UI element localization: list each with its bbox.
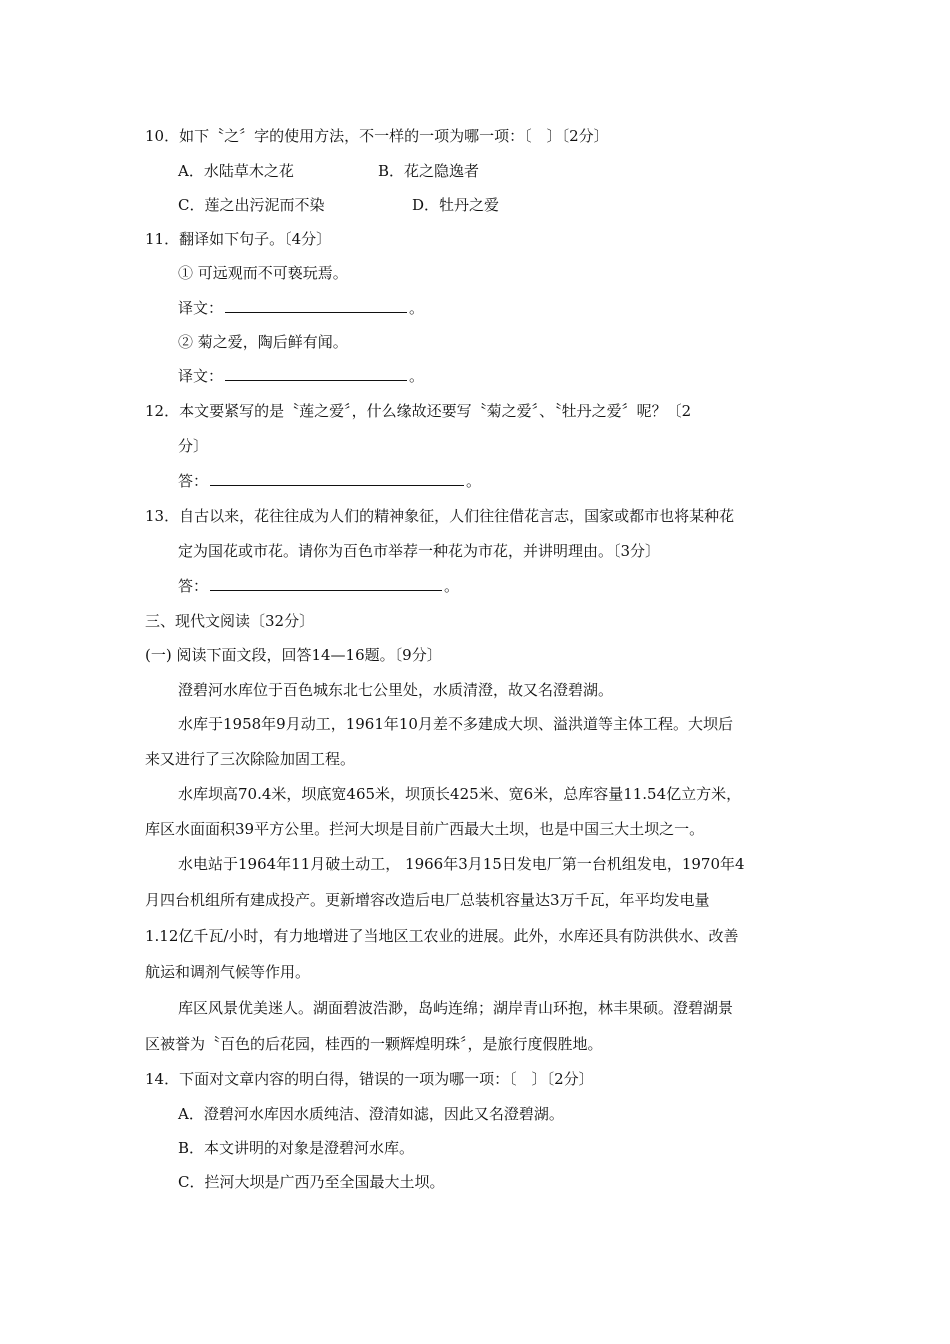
passage-line: 库区风景优美迷人。湖面碧波浩渺，岛屿连绵；湖岸青山环抱，林丰果硕。澄碧湖景 [178, 999, 734, 1017]
answer-blank[interactable] [210, 576, 442, 591]
q10-option-b: B．花之隐逸者 [378, 162, 480, 180]
q13-stem-line-1: 13．自古以来，花往往成为人们的精神象征，人们往往借花言志，国家或都市也将某种花 [145, 507, 735, 525]
period: 。 [466, 472, 482, 490]
q12-answer [178, 471, 481, 491]
q11-stem: 11．翻译如下句子。〔4分〕 [145, 230, 332, 248]
passage-line: 澄碧河水库位于百色城东北七公里处，水质清澄，故又名澄碧湖。 [178, 681, 614, 699]
period: 。 [409, 367, 425, 385]
q10-option-a: A．水陆草木之花 [178, 162, 294, 180]
part-instruction: (一) 阅读下面文段，回答14—16题。〔9分〕 [145, 646, 442, 664]
q13-stem-line-2: 定为国花或市花。请你为百色市举荐一种花为市花，并讲明理由。〔3分〕 [178, 542, 661, 560]
q13-answer [178, 576, 459, 596]
passage-line: 水库于1958年9月动工，1961年10月差不多建成大坝、溢洪道等主体工程。大坝后 [178, 715, 733, 733]
q14-option-a: A．澄碧河水库因水质纯洁、澄清如滤，因此又名澄碧湖。 [178, 1105, 564, 1123]
q10-option-d: D．牡丹之爱 [412, 196, 500, 214]
passage-line: 水库坝高70.4米，坝底宽465米，坝顶长425米、宽6米，总库容量11.54亿立方米， [178, 785, 742, 803]
q10-option-c: C．莲之出污泥而不染 [178, 196, 325, 214]
answer-blank[interactable] [210, 471, 464, 486]
q11-sentence-2: ② 菊之爱，陶后鲜有闻。 [178, 333, 348, 351]
q12-stem-line-2: 分〕 [178, 437, 209, 455]
passage-line: 航运和调剂气候等作用。 [145, 963, 311, 981]
passage-line: 来又进行了三次除险加固工程。 [145, 750, 356, 768]
answer-label: 答： [178, 472, 209, 490]
q10-stem: 10．如下〝之〞字的使用方法，不一样的一项为哪一项：〔 〕〔2分〕 [145, 127, 609, 145]
translation-label: 译文： [178, 367, 224, 385]
q14-option-b: B．本文讲明的对象是澄碧河水库。 [178, 1139, 415, 1157]
q12-stem-line-1: 12．本文要紧写的是〝莲之爱〞，什么缘故还要写〝菊之爱〞、〝牡丹之爱〞呢？〔2 [145, 402, 692, 420]
passage-line: 区被誉为〝百色的后花园，桂西的一颗辉煌明珠〞，是旅行度假胜地。 [145, 1035, 603, 1053]
q11-translation-1 [178, 298, 424, 318]
translation-label: 译文： [178, 299, 224, 317]
period: 。 [444, 577, 460, 595]
answer-blank[interactable] [225, 366, 407, 381]
q14-option-c: C．拦河大坝是广西乃至全国最大土坝。 [178, 1173, 445, 1191]
answer-label: 答： [178, 577, 209, 595]
q11-sentence-1: ① 可远观而不可亵玩焉。 [178, 264, 348, 282]
passage-line: 1.12亿千瓦/小时，有力地增进了当地区工农业的进展。此外，水库还具有防洪供水、改善 [145, 927, 739, 945]
section-title: 三、现代文阅读〔32分〕 [145, 612, 315, 630]
passage-line: 水电站于1964年11月破土动工， 1966年3月15日发电厂第一台机组发电，1970年4 [178, 855, 745, 873]
q14-stem: 14．下面对文章内容的明白得，错误的一项为哪一项：〔 〕〔2分〕 [145, 1070, 594, 1088]
answer-blank[interactable] [225, 298, 407, 313]
period: 。 [409, 299, 425, 317]
passage-line: 库区水面面积39平方公里。拦河大坝是目前广西最大土坝，也是中国三大土坝之一。 [145, 820, 705, 838]
passage-line: 月四台机组所有建成投产。更新增容改造后电厂总装机容量达3万千瓦，年平均发电量 [145, 891, 710, 909]
q11-translation-2 [178, 366, 424, 386]
